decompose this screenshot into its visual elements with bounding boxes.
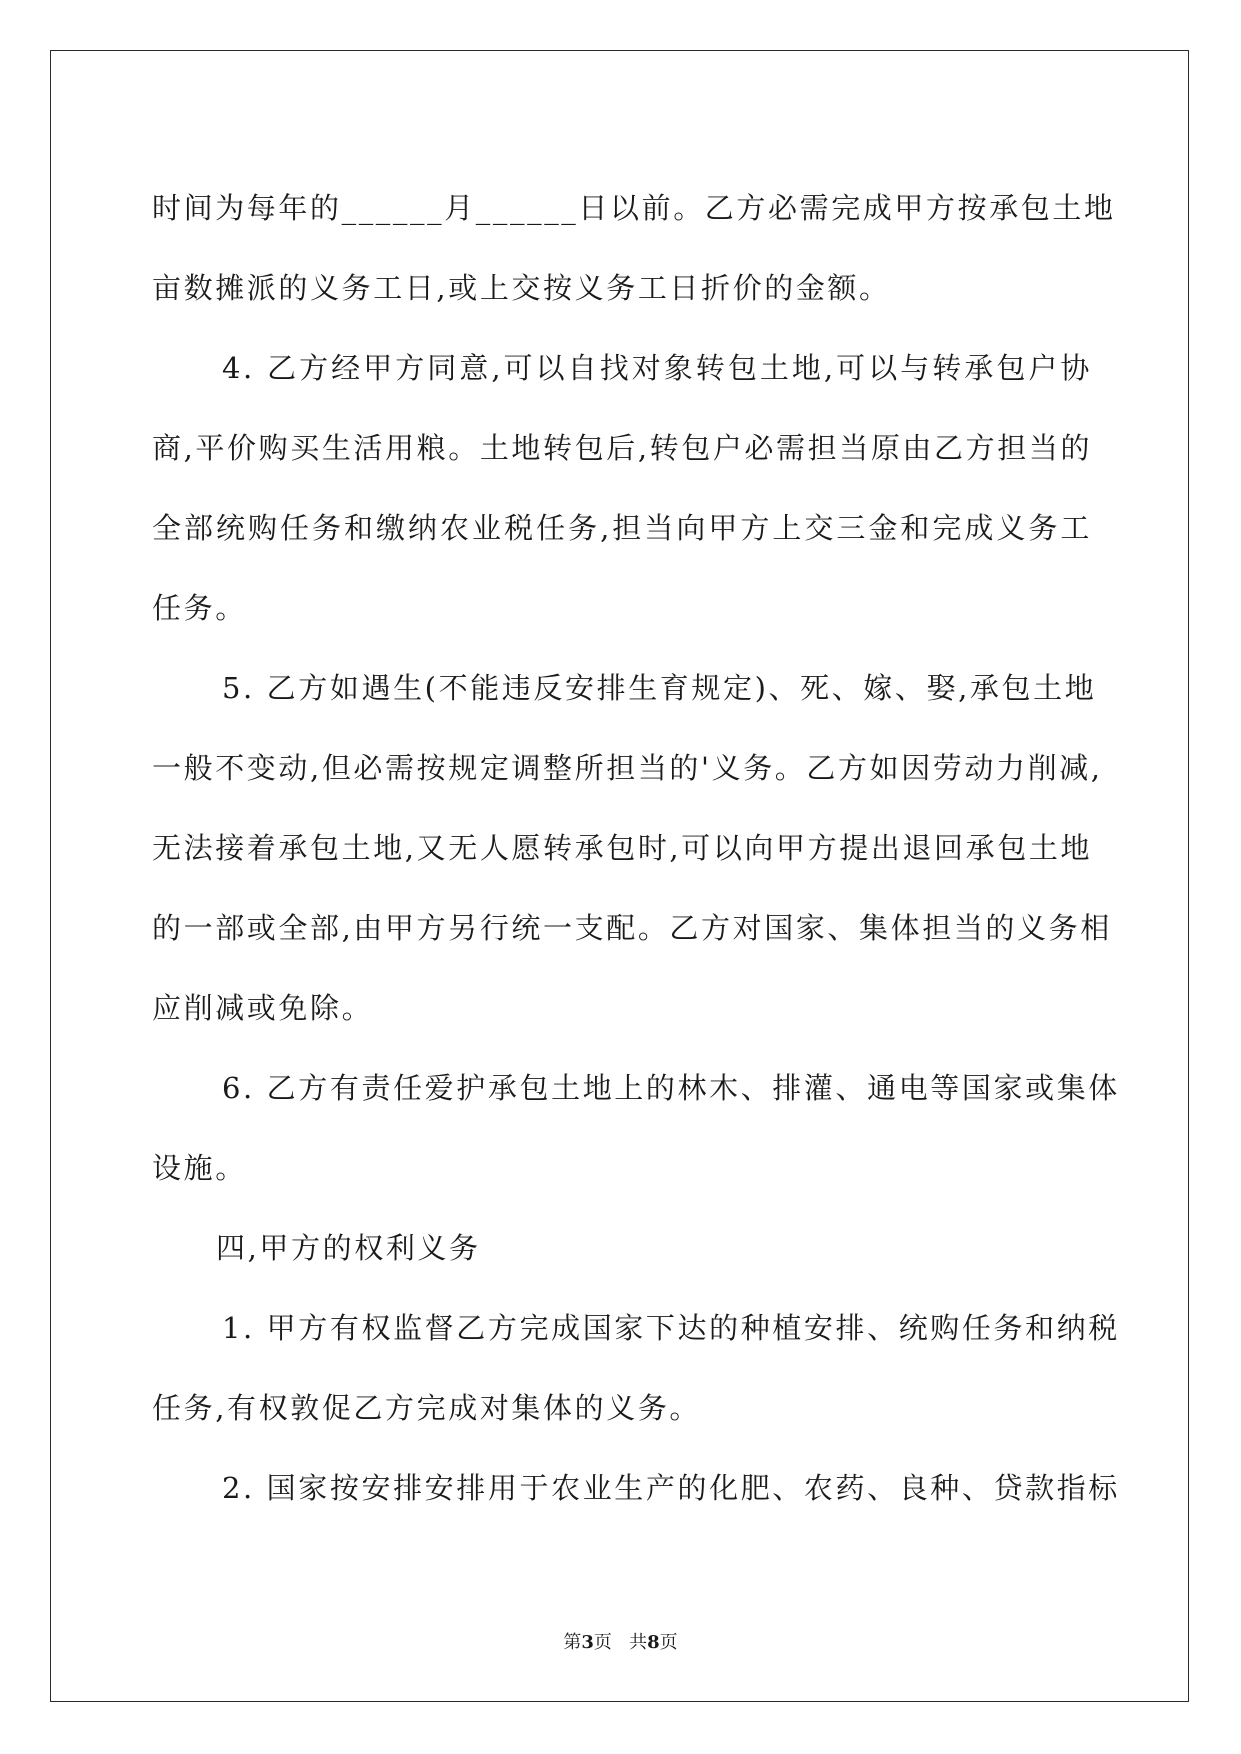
numbered-paragraph-5: 5. 乙方如遇生(不能违反安排生育规定)、死、嫁、娶,承包土地: [222, 671, 1097, 705]
numbered-paragraph-4: 4. 乙方经甲方同意,可以自找对象转包土地,可以与转承包户协: [222, 351, 1092, 385]
numbered-paragraph-1: 1. 甲方有权监督乙方完成国家下达的种植安排、统购任务和纳税: [222, 1311, 1120, 1345]
page-footer: [0, 1628, 1241, 1654]
text-line: 一般不变动,但必需按规定调整所担当的'义务。乙方如因劳动力削减,: [152, 751, 1103, 785]
text-line: 的一部或全部,由甲方另行统一支配。乙方对国家、集体担当的义务相: [152, 911, 1112, 945]
text-line: 任务。: [152, 591, 247, 625]
page-suffix: 页: [593, 1632, 612, 1653]
text-line: 无法接着承包土地,又无人愿转承包时,可以向甲方提出退回承包土地: [152, 831, 1093, 865]
total-suffix: 页: [659, 1632, 678, 1653]
section-heading: 四,甲方的权利义务: [216, 1231, 481, 1265]
text-line: 商,平价购买生活用粮。土地转包后,转包户必需担当原由乙方担当的: [152, 431, 1093, 465]
text-line: 设施。: [152, 1151, 247, 1185]
text-line: 时间为每年的______月______日以前。乙方必需完成甲方按承包土地: [152, 191, 1116, 225]
total-prefix: 共: [629, 1632, 648, 1653]
text-line: 全部统购任务和缴纳农业税任务,担当向甲方上交三金和完成义务工: [152, 511, 1092, 545]
total-pages: 8: [647, 1632, 660, 1653]
numbered-paragraph-6: 6. 乙方有责任爱护承包土地上的林木、排灌、通电等国家或集体: [222, 1071, 1120, 1105]
numbered-paragraph-2: 2. 国家按安排安排用于农业生产的化肥、农药、良种、贷款指标: [222, 1471, 1120, 1505]
text-line: 亩数摊派的义务工日,或上交按义务工日折价的金额。: [152, 271, 891, 305]
page-prefix: 第: [563, 1632, 582, 1653]
page-number: 3: [581, 1632, 594, 1653]
text-line: 应削减或免除。: [152, 991, 374, 1025]
text-line: 任务,有权敦促乙方完成对集体的义务。: [152, 1391, 702, 1425]
document-body: [152, 168, 1120, 1528]
